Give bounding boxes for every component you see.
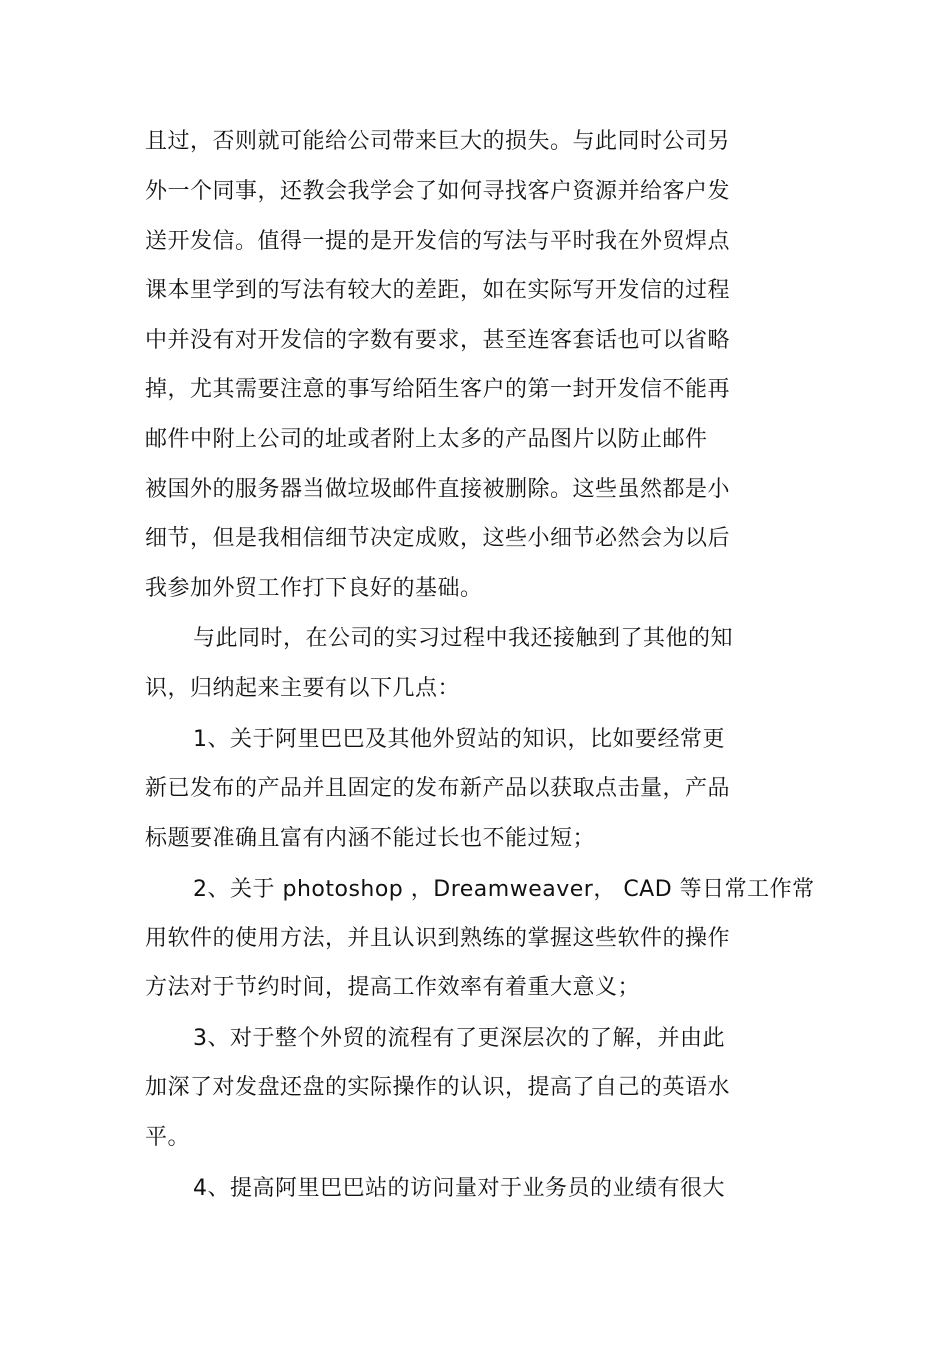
text-line: 邮件中附上公司的址或者附上太多的产品图片以防止邮件: [145, 427, 708, 452]
text-line: 掉，尤其需要注意的事写给陌生客户的第一封开发信不能再: [145, 377, 731, 402]
text-line: 平。: [145, 1125, 191, 1150]
text-line: 被国外的服务器当做垃圾邮件直接被删除。这些虽然都是小: [145, 477, 731, 502]
list-item-2: 2、关于 photoshop ，Dreamweaver， CAD 等日常工作常: [193, 877, 815, 902]
text-line: 中并没有对开发信的字数有要求，甚至连客套话也可以省略: [145, 328, 731, 353]
text-line: 识，归纳起来主要有以下几点：: [145, 676, 461, 701]
list-item-1: 1、关于阿里巴巴及其他外贸站的知识，比如要经常更: [193, 727, 725, 752]
text-line: 课本里学到的写法有较大的差距，如在实际写开发信的过程: [145, 278, 731, 303]
paragraph-start: 与此同时，在公司的实习过程中我还接触到了其他的知: [193, 626, 734, 651]
text-line: 新已发布的产品并且固定的发布新产品以获取点击量，产品: [145, 776, 731, 801]
list-item-3: 3、对于整个外贸的流程有了更深层次的了解，并由此: [193, 1026, 725, 1051]
list-item-4: 4、提高阿里巴巴站的访问量对于业务员的业绩有很大: [193, 1176, 725, 1201]
text-line: 标题要准确且富有内涵不能过长也不能过短；: [145, 826, 596, 851]
text-line: 外一个同事，还教会我学会了如何寻找客户资源并给客户发: [145, 179, 731, 204]
text-line: 且过，否则就可能给公司带来巨大的损失。与此同时公司另: [145, 129, 731, 154]
text-line: 方法对于节约时间，提高工作效率有着重大意义；: [145, 975, 641, 1000]
text-line: 细节，但是我相信细节决定成败，这些小细节必然会为以后: [145, 526, 731, 551]
text-line: 我参加外贸工作打下良好的基础。: [145, 576, 483, 601]
text-line: 用软件的使用方法，并且认识到熟练的掌握这些软件的操作: [145, 926, 731, 951]
text-line: 送开发信。值得一提的是开发信的写法与平时我在外贸焊点: [145, 229, 731, 254]
text-line: 加深了对发盘还盘的实际操作的认识，提高了自己的英语水: [145, 1075, 731, 1100]
